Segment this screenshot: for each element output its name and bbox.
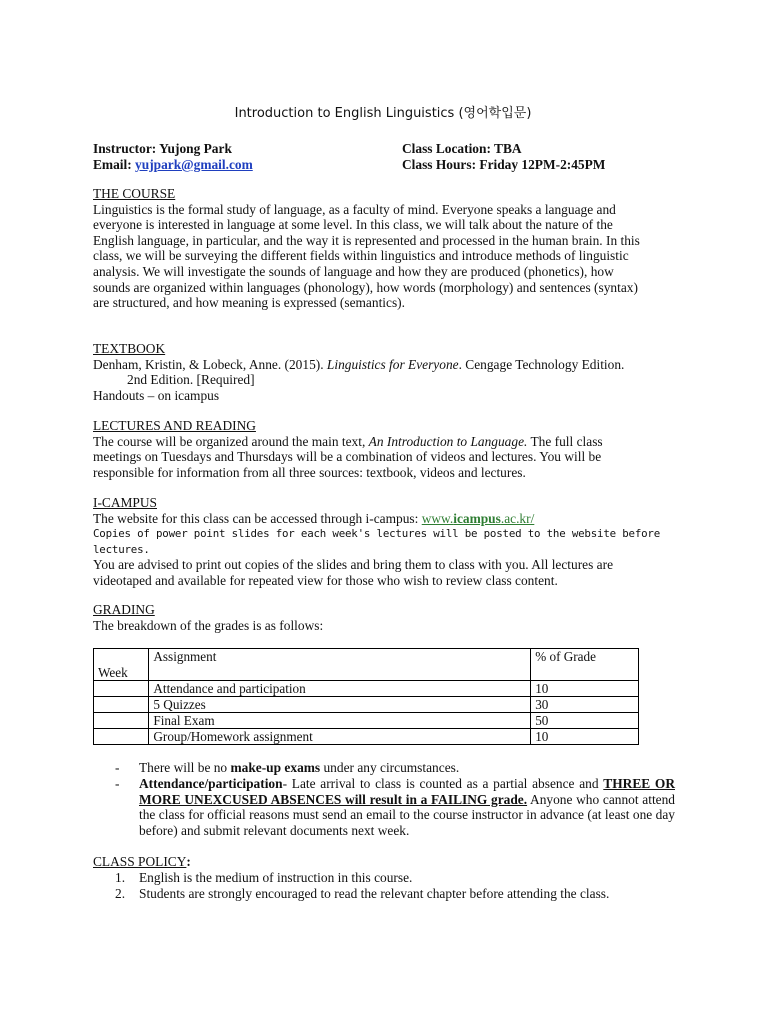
week-cell	[94, 729, 149, 745]
instructor-label: Instructor:	[93, 141, 157, 156]
lectures-text-post: The full class meetings on Tuesdays and Thursdays will be a combination of videos and lectures. You will be responsible for information from all three sources: textbook, videos and lectures.	[93, 433, 603, 480]
percent-cell: 10	[531, 681, 639, 697]
table-header-row	[94, 649, 639, 681]
bullet-dash: -	[115, 776, 120, 791]
textbook-publisher: . Cengage Technology Edition.	[458, 356, 625, 372]
policy-heading-line	[93, 854, 653, 870]
table-row	[94, 713, 639, 729]
assignment-cell: Attendance and participation	[149, 681, 531, 697]
policy-section	[93, 854, 653, 870]
bullet-attendance-text	[139, 776, 675, 838]
textbook-authors: Denham, Kristin, & Lobeck, Anne. (2015).	[93, 356, 327, 372]
percent-cell: 50	[531, 713, 639, 729]
instructor-line	[93, 141, 253, 157]
assignment-cell: Final Exam	[149, 713, 531, 729]
email-link[interactable]: yujpark@gmail.com	[135, 157, 253, 172]
bullet-makeup-bold: make-up exams	[230, 760, 321, 775]
textbook-edition: 2nd Edition. [Required]	[127, 372, 255, 388]
icampus-url-prefix: www.	[421, 510, 454, 526]
policy-item-text: Students are strongly encouraged to read the relevant chapter before attending the class.	[139, 886, 610, 901]
bullet-makeup-text	[139, 760, 675, 776]
bullet-attendance-post: Anyone who cannot attend the class for official reasons must send an email to the course instructor in advance (at least one day before) and submit relevant documents next week.	[139, 791, 675, 838]
policy-item	[93, 886, 609, 902]
policy-colon: :	[186, 854, 191, 869]
email-label: Email:	[93, 157, 132, 172]
percent-cell: 30	[531, 697, 639, 713]
percent-header-label: % of Grade	[535, 649, 596, 664]
bullet-attendance-warning: THREE OR MORE UNEXCUSED ABSENCES will result in a FAILING grade.	[139, 776, 675, 807]
icampus-line3: You are advised to print out copies of the slides and bring them to class with you. All lectures are videotaped and available for repeated view for those who wish to review class content.	[93, 557, 614, 588]
table-row	[94, 697, 639, 713]
policy-item-number: 2.	[115, 886, 126, 901]
icampus-line2: Copies of power point slides for each week's lectures will be posted to the website before lectures.	[93, 527, 661, 556]
assignment-cell: Group/Homework assignment	[149, 729, 531, 745]
week-header	[94, 649, 149, 681]
location-value: TBA	[494, 141, 522, 156]
textbook-reference	[93, 357, 653, 373]
grading-heading: GRADING	[93, 602, 155, 617]
icampus-link[interactable]	[422, 511, 535, 526]
lectures-book-title: An Introduction to Language.	[368, 433, 528, 449]
percent-cell: 10	[531, 729, 639, 745]
textbook-heading: TEXTBOOK	[93, 341, 166, 356]
textbook-title: Linguistics for Everyone	[326, 356, 459, 372]
lectures-text-pre: The course will be organized around the main text,	[93, 433, 369, 449]
class-info	[402, 141, 605, 173]
textbook-handouts: Handouts – on icampus	[93, 387, 220, 403]
icampus-line1	[93, 511, 668, 527]
lectures-heading: LECTURES AND READING	[93, 418, 256, 433]
bullet-attendance-mid: - Late arrival to class is counted as a partial absence and	[282, 776, 604, 791]
assignment-header	[149, 649, 531, 681]
document-title: Introduction to English Linguistics (영어학입문)	[234, 106, 532, 121]
course-body: Linguistics is the formal study of language, as a faculty of mind. Everyone speaks a language and everyone is interested in language at some level. In this class, we will talk about the nature of the English language, in particular, and the way it is represented and processed in the human brain. In this class, we will be surveying the different fields within linguistics and introduce methods of linguistic analysis. We will investigate the sounds of language and how they are produced (phonetics), how sounds are organized within languages (phonology), how words (morphology) and sentences (syntax) are structured, and how meaning is expressed (semantics).	[93, 201, 640, 311]
bullet-attendance	[93, 776, 675, 838]
location-line	[402, 141, 605, 157]
week-header-label: Week	[98, 665, 128, 680]
hours-value: Friday 12PM-2:45PM	[479, 157, 606, 172]
week-cell	[94, 713, 149, 729]
grading-section	[93, 602, 653, 633]
assignment-cell: 5 Quizzes	[149, 697, 531, 713]
bullet-makeup-post: under any circumstances.	[320, 760, 460, 775]
location-label: Class Location:	[402, 141, 491, 156]
assignment-header-label: Assignment	[153, 649, 217, 664]
percent-header	[531, 649, 639, 681]
icampus-url-domain: icampus	[453, 510, 501, 526]
icampus-text: The website for this class can be accessed through i-campus:	[93, 510, 422, 526]
week-cell	[94, 681, 149, 697]
hours-label: Class Hours:	[402, 157, 477, 172]
hours-line	[402, 157, 605, 173]
lectures-body	[93, 434, 653, 481]
email-line	[93, 157, 253, 173]
grading-intro: The breakdown of the grades is as follows:	[93, 617, 324, 633]
icampus-heading: I-CAMPUS	[93, 495, 157, 510]
policy-item-number: 1.	[115, 870, 126, 885]
instructor-info	[93, 141, 253, 173]
course-heading: THE COURSE	[93, 186, 176, 201]
icampus-section	[93, 495, 668, 589]
instructor-name: Yujong Park	[159, 141, 232, 156]
bullet-dash: -	[115, 760, 120, 775]
table-row	[94, 729, 639, 745]
week-cell	[94, 697, 149, 713]
policy-item	[93, 870, 412, 886]
icampus-url-suffix: .ac.kr/	[500, 510, 535, 526]
lectures-section	[93, 418, 653, 480]
policy-heading: CLASS POLICY	[93, 854, 187, 869]
policy-item-text: English is the medium of instruction in this course.	[139, 870, 413, 885]
table-row	[94, 681, 639, 697]
textbook-section	[93, 341, 653, 403]
bullet-makeup	[93, 760, 675, 776]
course-section	[93, 186, 653, 311]
bullet-attendance-bold: Attendance/participation	[139, 776, 283, 791]
bullet-makeup-pre: There will be no	[139, 760, 231, 775]
grades-table	[93, 648, 639, 745]
